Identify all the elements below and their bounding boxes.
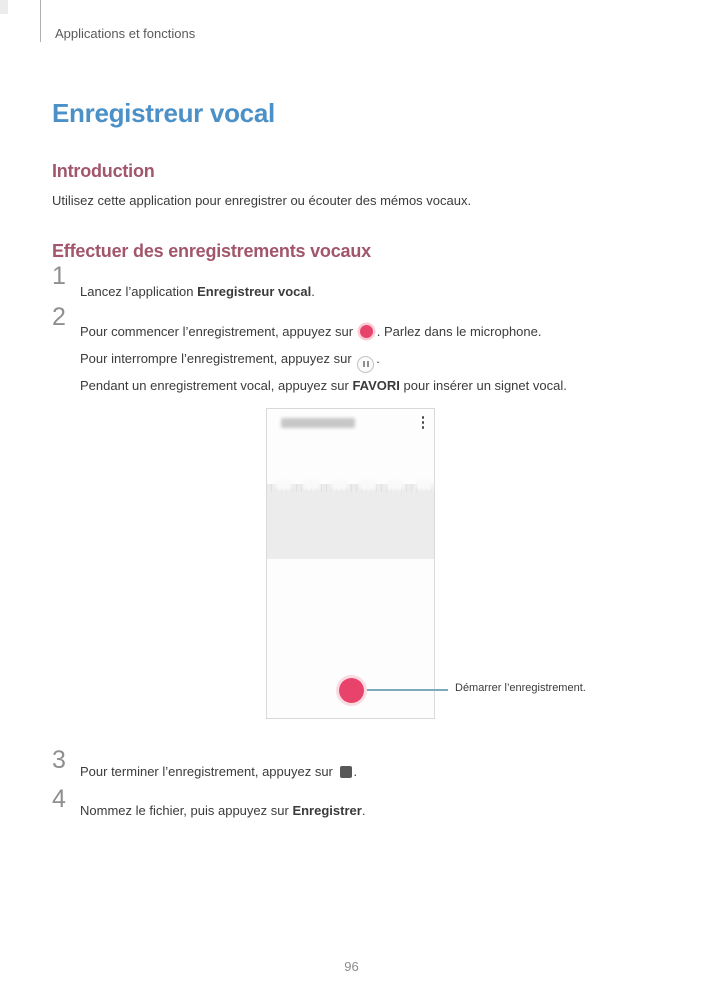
step2-line2-pre: Pour interrompre l’enregistrement, appuyez sur [80, 351, 356, 366]
step2-line1-post: . Parlez dans le microphone. [376, 324, 542, 339]
figure-voice-recorder-screenshot [266, 408, 435, 719]
step1-number: 1 [52, 262, 66, 290]
step2-line3-post: pour insérer un signet vocal. [399, 378, 567, 393]
step2-line2-post: . [376, 351, 380, 366]
step2-line3 [80, 378, 567, 393]
callout-line [367, 689, 448, 691]
step2-number: 2 [52, 303, 66, 331]
waveform-ticks [267, 484, 434, 492]
record-icon [360, 325, 373, 338]
step1-text-post: . [311, 284, 315, 299]
intro-body: Utilisez cette application pour enregistrer ou écouter des mémos vocaux. [52, 193, 472, 208]
step4-text-bold: Enregistrer [292, 803, 362, 818]
pause-icon [357, 356, 374, 373]
header-divider [40, 0, 41, 42]
section-heading: Effectuer des enregistrements vocaux [52, 240, 371, 261]
callout-annotation: Démarrer l’enregistrement. [455, 682, 586, 694]
step4-text [80, 803, 365, 818]
page-corner-tab [0, 0, 8, 14]
intro-heading: Introduction [52, 160, 155, 181]
step4-number: 4 [52, 785, 66, 813]
step1-text-bold: Enregistreur vocal [197, 284, 312, 299]
step4-text-pre: Nommez le fichier, puis appuyez sur [80, 803, 293, 818]
step2-line1 [80, 324, 542, 339]
waveform-area [267, 484, 434, 559]
blurred-timestamp [416, 480, 433, 490]
blurred-timestamp [331, 480, 348, 490]
step2-line2 [80, 351, 380, 373]
step3-text-post: . [353, 764, 358, 779]
step3-text-pre: Pour terminer l’enregistrement, appuyez sur [80, 764, 337, 779]
step3-text [80, 764, 357, 779]
step2-line3-bold: FAVORI [352, 378, 400, 393]
blurred-timestamp [387, 480, 404, 490]
step1-text [80, 284, 315, 299]
stop-icon [340, 766, 352, 778]
step2-line1-pre: Pour commencer l’enregistrement, appuyez sur [80, 324, 357, 339]
page-title: Enregistreur vocal [52, 98, 275, 129]
step3-number: 3 [52, 746, 66, 774]
blurred-timestamp [303, 480, 320, 490]
step1-text-pre: Lancez l’application [80, 284, 198, 299]
breadcrumb: Applications et fonctions [55, 26, 196, 41]
blurred-timestamp [359, 480, 376, 490]
blurred-timestamp [275, 480, 292, 490]
page-number: 96 [344, 959, 359, 974]
more-options-icon [422, 416, 425, 429]
record-button [339, 678, 364, 703]
step4-text-post: . [361, 803, 366, 818]
blurred-app-title [281, 418, 355, 428]
step2-line3-pre: Pendant un enregistrement vocal, appuyez sur [80, 378, 353, 393]
